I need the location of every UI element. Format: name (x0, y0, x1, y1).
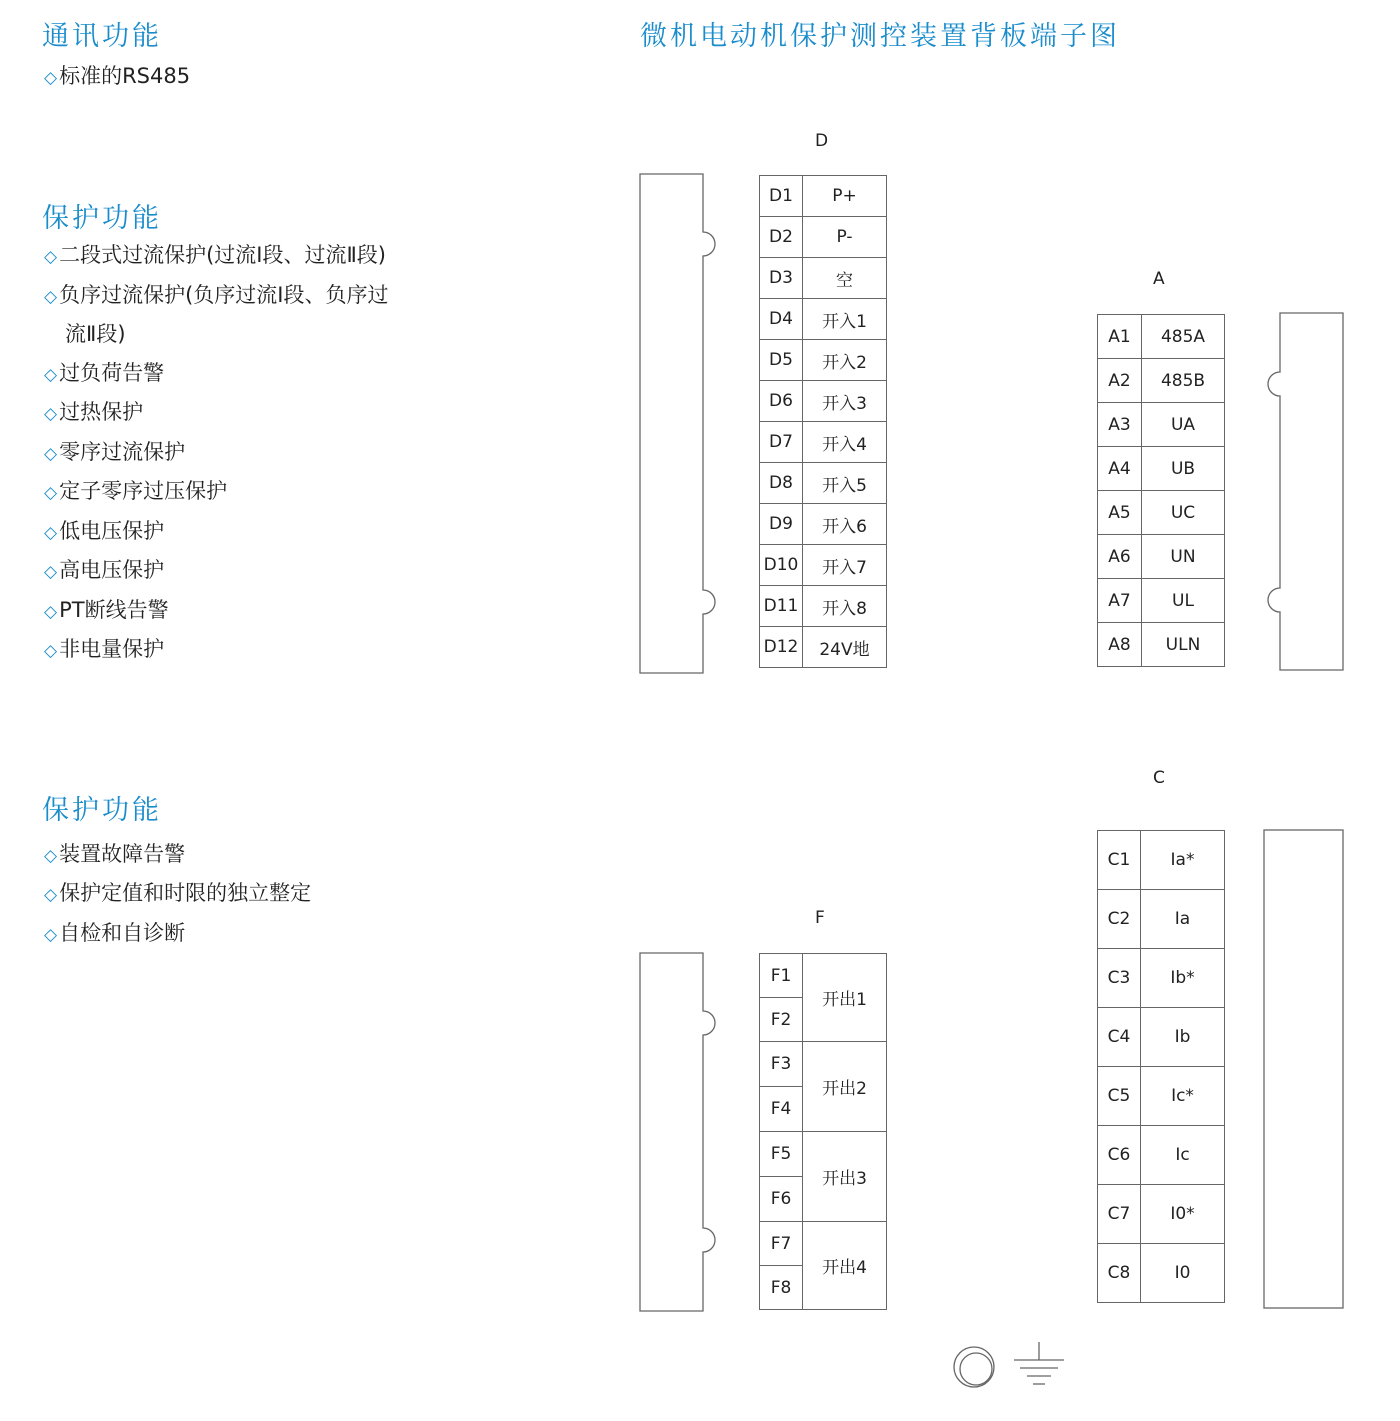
protection-item: ◇装置故障告警 (44, 842, 186, 866)
terminal-table-a (1097, 314, 1225, 667)
diamond-icon: ◇ (44, 365, 58, 385)
protection-item: ◇PT断线告警 (44, 598, 169, 622)
terminal-row: F6 (760, 1177, 887, 1222)
terminal-row: F7 开出4 (760, 1222, 887, 1266)
terminal-table-f (759, 953, 887, 1310)
diamond-icon: ◇ (44, 925, 58, 945)
diamond-icon: ◇ (44, 562, 58, 582)
terminal-row: D8 开入5 (760, 463, 887, 504)
ground-icon (1014, 1342, 1064, 1384)
rail-f (640, 953, 715, 1311)
protection-item: ◇负序过流保护(负序过流Ⅰ段、负序过 (44, 283, 389, 307)
protection-item: ◇非电量保护 (44, 637, 165, 661)
terminal-row: D6 开入3 (760, 381, 887, 422)
terminal-row: D11 开入8 (760, 586, 887, 627)
diamond-icon: ◇ (44, 287, 58, 307)
group-label-d: D (815, 131, 829, 151)
terminal-row: A7 UL (1098, 579, 1225, 623)
comm-heading: 通讯功能 (42, 21, 162, 52)
protection-item: ◇零序过流保护 (44, 440, 186, 464)
terminal-row: F1 开出1 (760, 954, 887, 998)
protection-item: ◇二段式过流保护(过流Ⅰ段、过流Ⅱ段) (44, 243, 386, 267)
terminal-row: F3 开出2 (760, 1042, 887, 1087)
group-label-c: C (1153, 768, 1165, 788)
terminal-row: D10 开入7 (760, 545, 887, 586)
diamond-icon: ◇ (44, 444, 58, 464)
group-label-a: A (1153, 269, 1165, 289)
terminal-row: F4 (760, 1087, 887, 1132)
terminal-table-c (1097, 830, 1225, 1303)
rail-d (640, 174, 715, 673)
terminal-row: F2 (760, 998, 887, 1042)
terminal-table-d (759, 175, 887, 668)
protection-heading-2: 保护功能 (42, 795, 162, 826)
terminal-row: C6 Ic (1098, 1126, 1225, 1185)
diamond-icon: ◇ (44, 846, 58, 866)
terminal-row: C5 Ic* (1098, 1067, 1225, 1126)
group-label-f: F (815, 908, 825, 928)
diamond-icon: ◇ (44, 602, 58, 622)
terminal-row: A2 485B (1098, 359, 1225, 403)
protection-item: ◇过热保护 (44, 400, 144, 424)
terminal-row: F8 (760, 1266, 887, 1310)
terminal-row: A6 UN (1098, 535, 1225, 579)
terminal-row: A1 485A (1098, 315, 1225, 359)
protection-item: ◇保护定值和时限的独立整定 (44, 881, 312, 905)
terminal-row: D4 开入1 (760, 299, 887, 340)
terminal-row: D1 P+ (760, 176, 887, 217)
terminal-row: C7 I0* (1098, 1185, 1225, 1244)
diamond-icon: ◇ (44, 68, 58, 88)
terminal-row: A8 ULN (1098, 623, 1225, 667)
terminal-row: C3 Ib* (1098, 949, 1225, 1008)
terminal-row: D9 开入6 (760, 504, 887, 545)
comm-item: ◇标准的RS485 (44, 64, 191, 88)
terminal-row: F5 开出3 (760, 1132, 887, 1177)
diamond-icon: ◇ (44, 641, 58, 661)
diamond-icon: ◇ (44, 404, 58, 424)
earth-ring-icon (954, 1347, 994, 1387)
diamond-icon: ◇ (44, 885, 58, 905)
terminal-row: C2 Ia (1098, 890, 1225, 949)
protection-item: ◇自检和自诊断 (44, 921, 186, 945)
terminal-row: C1 Ia* (1098, 831, 1225, 890)
diamond-icon: ◇ (44, 523, 58, 543)
protection-item: ◇低电压保护 (44, 519, 165, 543)
rail-c (1264, 830, 1343, 1308)
terminal-row: C8 I0 (1098, 1244, 1225, 1303)
diamond-icon: ◇ (44, 247, 58, 267)
protection-heading: 保护功能 (42, 203, 162, 234)
terminal-row: D3 空 (760, 258, 887, 299)
protection-item: ◇定子零序过压保护 (44, 479, 228, 503)
diagram-title: 微机电动机保护测控装置背板端子图 (640, 21, 1120, 52)
terminal-row: A5 UC (1098, 491, 1225, 535)
terminal-row: A4 UB (1098, 447, 1225, 491)
diamond-icon: ◇ (44, 483, 58, 503)
terminal-row: D12 24V地 (760, 627, 887, 668)
terminal-row: D7 开入4 (760, 422, 887, 463)
protection-item-continuation: 流Ⅱ段) (65, 322, 126, 346)
terminal-row: C4 Ib (1098, 1008, 1225, 1067)
protection-item: ◇过负荷告警 (44, 361, 165, 385)
terminal-row: D5 开入2 (760, 340, 887, 381)
rail-a (1268, 313, 1343, 670)
terminal-row: D2 P- (760, 217, 887, 258)
terminal-row: A3 UA (1098, 403, 1225, 447)
protection-item: ◇高电压保护 (44, 558, 165, 582)
